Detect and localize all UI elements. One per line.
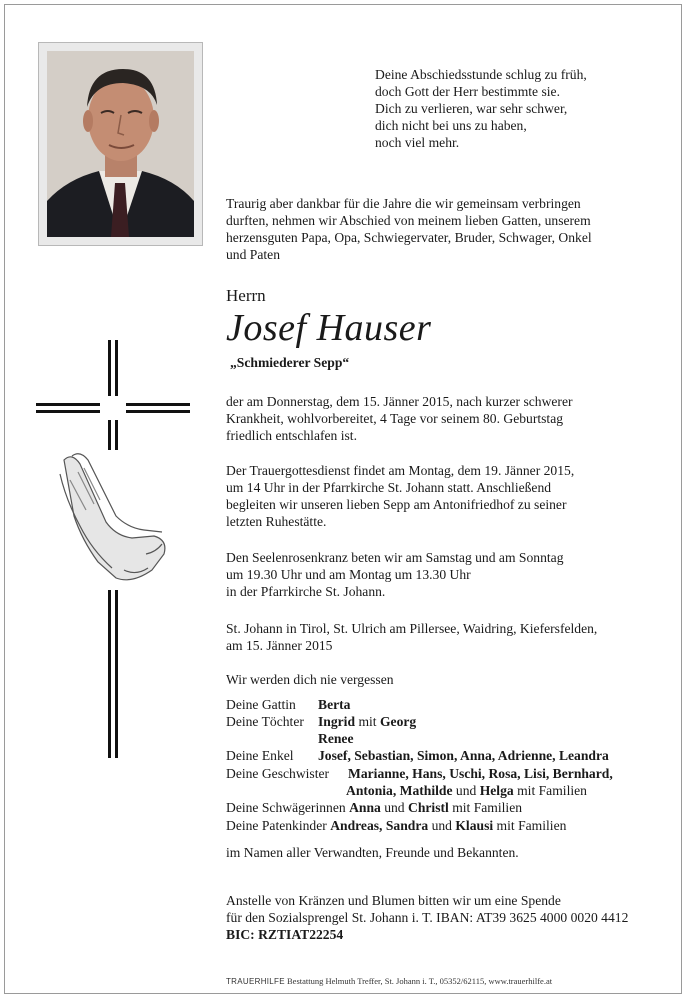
bic-line: BIC: RZTIAT22254 (226, 927, 344, 942)
footer-logo: TRAUERHILFE (226, 977, 285, 986)
family-name: Christl (408, 800, 449, 815)
portrait-photo (47, 51, 194, 237)
intro-line: durften, nehmen wir Abschied von meinem lieben Gatten, unserem (226, 213, 591, 228)
intro-paragraph (226, 195, 592, 263)
family-label: Deine Geschwister (226, 766, 330, 781)
donation-line: Anstelle von Kränzen und Blumen bitten wir um eine Spende (226, 893, 561, 908)
family-name: Georg (379, 714, 417, 729)
family-label: Deine Enkel (226, 748, 294, 763)
family-grandchildren (226, 747, 609, 764)
family-daughters (226, 713, 417, 730)
family-names: Andreas, Sandra (330, 818, 429, 833)
connector-text: und (431, 818, 452, 833)
portrait-frame (38, 42, 203, 246)
place-date-line: St. Johann in Tirol, St. Ulrich am Pillersee, Waidring, Kiefersfelden, (226, 621, 598, 636)
connector-text: und (384, 800, 405, 815)
funeral-line: Der Trauergottesdienst findet am Montag, dem 19. Jänner 2015, (226, 463, 575, 478)
family-label: Deine Patenkinder (226, 818, 327, 833)
family-label: Deine Gattin (226, 697, 296, 712)
family-wife (226, 696, 351, 713)
rosary-info (226, 549, 564, 600)
relatives-line: im Namen aller Verwandten, Freunde und Bekannten. (226, 845, 519, 860)
family-names (318, 713, 416, 730)
nickname: „Schmiederer Sepp“ (230, 355, 350, 370)
connector-text: mit Familien (496, 818, 567, 833)
poem-line: dich nicht bei uns zu haben, (375, 118, 527, 133)
donation-request (226, 892, 628, 943)
place-date (226, 620, 597, 654)
death-notice-line: friedlich entschlafen ist. (226, 428, 357, 443)
death-notice-line: der am Donnerstag, dem 15. Jänner 2015, nach kurzer schwerer (226, 394, 573, 409)
poem-line: doch Gott der Herr bestimmte sie. (375, 84, 560, 99)
intro-line: herzensguten Papa, Opa, Schwiegervater, Bruder, Schwager, Onkel (226, 230, 592, 245)
death-notice-line: Krankheit, wohlvorbereitet, 4 Tage vor seinem 80. Geburtstag (226, 411, 564, 426)
family-godchildren (226, 817, 566, 834)
cross-with-praying-hands (36, 340, 190, 760)
connector-text: mit Familien (452, 800, 523, 815)
family-names: Josef, Sebastian, Simon, Anna, Adrienne, Leandra (318, 748, 609, 763)
family-sisters-in-law (226, 799, 522, 816)
family-names: Antonia, Mathilde (346, 783, 453, 798)
rosary-line: in der Pfarrkirche St. Johann. (226, 584, 386, 599)
rosary-line: um 19.30 Uhr und am Montag um 13.30 Uhr (226, 567, 471, 582)
donation-line: für den Sozialsprengel St. Johann i. T. IBAN: AT39 3625 4000 0020 4412 (226, 910, 629, 925)
poem-line: noch viel mehr. (375, 135, 460, 150)
place-date-line: am 15. Jänner 2015 (226, 638, 333, 653)
connector-text: mit (358, 714, 377, 729)
salutation: Herrn (226, 286, 266, 305)
family-label: Deine Schwägerinnen (226, 800, 346, 815)
footer-text: Bestattung Helmuth Treffer, St. Johann i. T., 05352/62115, www.trauerhilfe.at (287, 976, 553, 986)
family-name: Helga (479, 783, 514, 798)
family-name: Renee (318, 731, 354, 746)
intro-line: Traurig aber dankbar für die Jahre die wir gemeinsam verbringen (226, 196, 581, 211)
connector-text: mit Familien (517, 783, 587, 798)
family-names: Marianne, Hans, Uschi, Rosa, Lisi, Bernhard, (348, 766, 613, 781)
poem (375, 66, 587, 151)
family-name: Ingrid (318, 714, 356, 729)
family-siblings-cont (346, 782, 587, 799)
connector-text: und (455, 783, 477, 798)
intro-line: und Paten (226, 247, 280, 262)
death-notice (226, 393, 573, 444)
farewell-line: Wir werden dich nie vergessen (226, 672, 394, 687)
family-name: Anna (349, 800, 381, 815)
family-name: Berta (318, 697, 351, 712)
footer (226, 976, 552, 986)
poem-line: Deine Abschiedsstunde schlug zu früh, (375, 67, 587, 82)
rosary-line: Den Seelenrosenkranz beten wir am Samstag und am Sonntag (226, 550, 564, 565)
family-label: Deine Töchter (226, 714, 304, 729)
funeral-line: letzten Ruhestätte. (226, 514, 327, 529)
family-name: Klausi (455, 818, 494, 833)
poem-line: Dich zu verlieren, war sehr schwer, (375, 101, 568, 116)
family-siblings (226, 765, 613, 782)
deceased-name: Josef Hauser (226, 307, 432, 349)
funeral-line: begleiten wir unseren lieben Sepp am Antonifriedhof zu seiner (226, 497, 567, 512)
funeral-info (226, 462, 574, 530)
funeral-line: um 14 Uhr in der Pfarrkirche St. Johann statt. Anschließend (226, 480, 552, 495)
